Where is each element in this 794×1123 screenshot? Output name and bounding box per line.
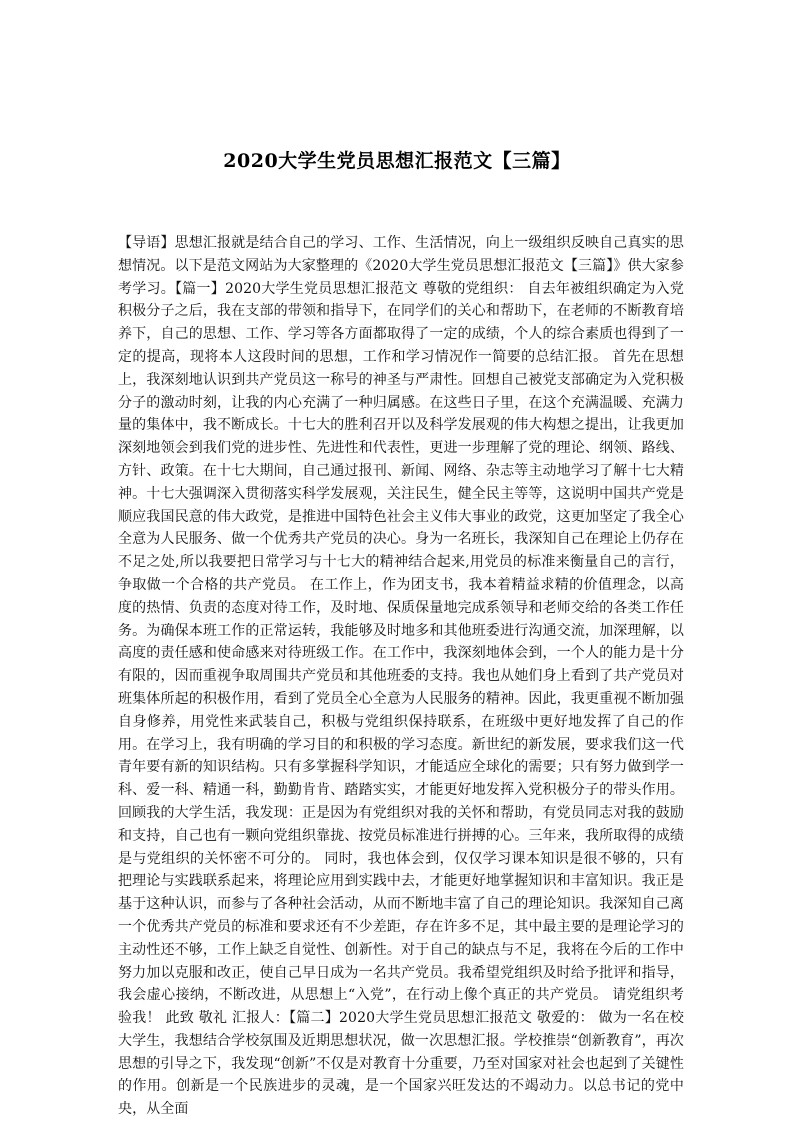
document-title: 2020大学生党员思想汇报范文【三篇】 — [223, 150, 571, 172]
document-body: 【导语】思想汇报就是结合自己的学习、工作、生活情况，向上一级组织反映自己真实的思想情况。以下是范文网站为大家整理的《2020大学生党员思想汇报范文【三篇】》供大家参考学习。【篇一】2020大学生党员思想汇报范文 尊敬的党组织： 自去年被组织确定为入党积极分子之后，我在支部的带领和指导下，在同学们的关心和帮助下，在老师的不断教育培养下，自己的思想、工作、学习等各方面都取得了一定的成绩，个人的综合素质也得到了一定的提高，现将本人这段时间的思想，工作和学习情况作一简要的总结汇报。 首先在思想上，我深刻地认识到共产党员这一称号的神圣与严肃性。回想自己被党支部确定为入党积极分子的激动时刻，让我的内心充满了一种归属感。在这些日子里，在这个充满温暖、充满力量的集体中，我不断成长。十七大的胜利召开以及科学发展观的伟大构想之提出，让我更加深刻地领会到我们党的进步性、先进性和代表性，更进一步理解了党的理论、纲领、路线、方针、政策。在十七大期间，自己通过报刊、新闻、网络、杂志等主动地学习了解十七大精神。十七大强调深入贯彻落实科学发展观，关注民生，健全民主等等，这说明中国共产党是顺应我国民意的伟大政党，是推进中国特色社会主义伟大事业的政党，这更加坚定了我全心全意为人民服务、做一个优秀共产党员的决心。身为一名班长，我深知自己在理论上仍存在不足之处,所以我要把日常学习与十七大的精神结合起来,用党员的标准来衡量自己的言行，争取做一个合格的共产党员。 在工作上，作为团支书，我本着精益求精的价值理念，以高度的热情、负责的态度对待工作，及时地、保质保量地完成系领导和老师交给的各类工作任务。为确保本班工作的正常运转，我能够及时地多和其他班委进行沟通交流，加深理解，以高度的责任感和使命感来对待班级工作。在工作中，我深刻地体会到，一个人的能力是十分有限的，因而重视争取周围共产党员和其他班委的支持。我也从她们身上看到了共产党员对班集体所起的积极作用，看到了党员全心全意为人民服务的精神。因此，我更重视不断加强自身修养，用党性来武装自己，积极与党组织保持联系，在班级中更好地发挥了自己的作用。在学习上，我有明确的学习目的和积极的学习态度。新世纪的新发展，要求我们这一代青年要有新的知识结构。只有多掌握科学知识，才能适应全球化的需要；只有努力做到学一科、爱一科、精通一科，勤勤肯肯、踏踏实实，才能更好地发挥入党积极分子的带头作用。回顾我的大学生活，我发现：正是因为有党组织对我的关怀和帮助，有党员同志对我的鼓励和支持，自己也有一颗向党组织靠拢、按党员标准进行拼搏的心。三年来，我所取得的成绩是与党组织的关怀密不可分的。 同时，我也体会到，仅仅学习课本知识是很不够的，只有把理论与实践联系起来，将理论应用到实践中去，才能更好地掌握知识和丰富知识。我正是基于这种认识，而参与了各种社会活动，从而不断地丰富了自己的理论知识。我深知自己离一个优秀共产党员的标准和要求还有不少差距，存在许多不足，其中最主要的是理论学习的主动性还不够，工作上缺乏自觉性、创新性。对于自己的缺点与不足，我将在今后的工作中努力加以克服和改正，使自己早日成为一名共产党员。我希望党组织及时给予批评和指导，我会虚心接纳，不断改进，从思想上“入党”，在行动上像个真正的共产党员。 请党组织考验我！ 此致 敬礼 汇报人：【篇二】2020大学生党员思想汇报范文 敬爱的： 做为一名在校大学生，我想结合学校氛围及近期思想状况，做一次思想汇报。学校推崇“创新教育”，再次思想的引导之下，我发现“创新”不仅是对教育十分重要，乃至对国家对社会也起到了关键性的作用。创新是一个民族进步的灵魂，是一个国家兴旺发达的不竭动力。以总书记的党中央，从全面 — [118, 235, 684, 1118]
